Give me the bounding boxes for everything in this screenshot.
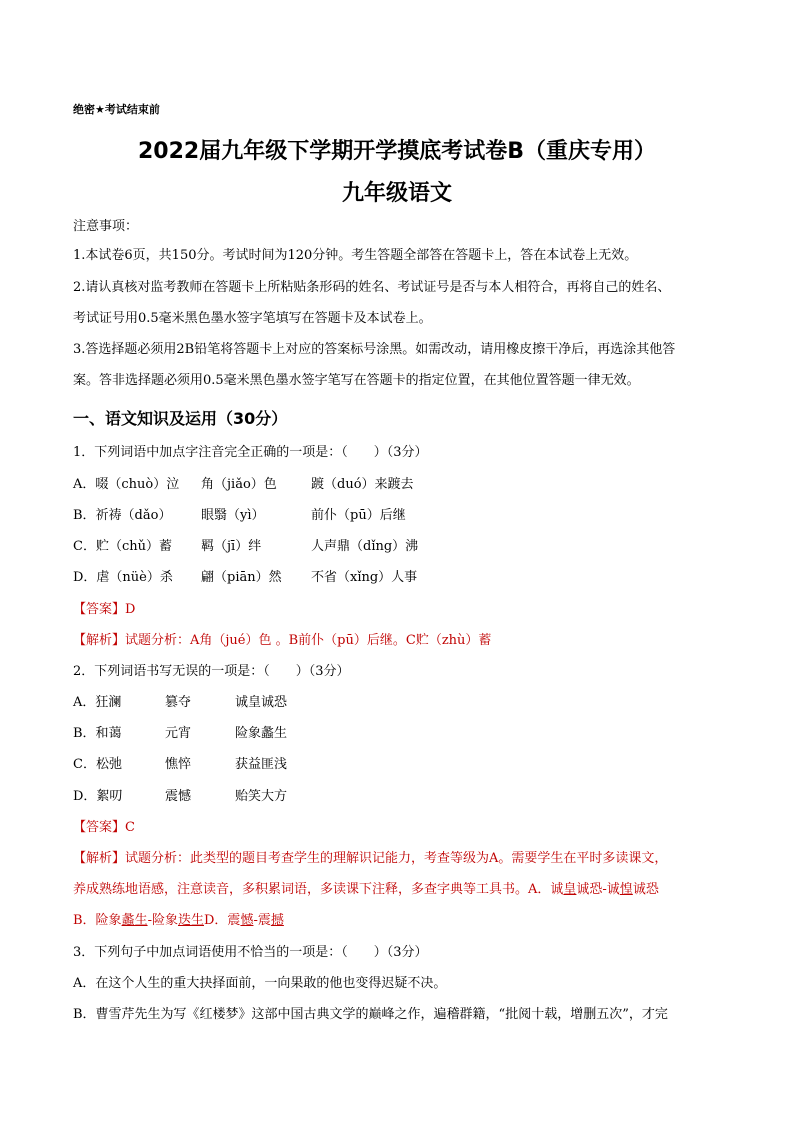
q1-a-2: 角（jiǎo）色 [201, 477, 277, 492]
exam-subtitle: 九年级语文 [341, 181, 452, 206]
note-2b: 考试证号用0.5毫米黑色墨水签字笔填写在答题卡及本试卷上。 [73, 311, 432, 326]
q1-answer-value: D [125, 602, 136, 617]
q2-c-3: 获益匪浅 [235, 757, 288, 772]
q2-option-a [73, 694, 287, 712]
q2-analysis-wrong-char-1: 皇 [563, 882, 577, 897]
q2-analysis-text3d: -震 [253, 913, 271, 928]
q2-b-2: 元宵 [165, 726, 192, 741]
q1-option-d [73, 569, 417, 587]
q2-option-c [73, 756, 287, 774]
note-2a: 2.请认真核对监考教师在答题卡上所粘贴条形码的姓名、考试证号是否与本人相符合，再将自己的姓名、 [73, 280, 671, 295]
q2-a-2: 篡夺 [165, 695, 192, 710]
section-1-heading: 一、语文知识及运用（30分） [73, 409, 288, 428]
q2-d-1: D．絮叨 [73, 789, 123, 804]
q2-a-1: A．狂澜 [73, 695, 122, 710]
q3-option-b: B．曹雪芹先生为写《红楼梦》这部中国古典文学的巅峰之作，遍稽群籍，“批阅十载，增删五次”，才完 [73, 1007, 668, 1022]
q2-analysis-right-char-1: 惶 [619, 882, 633, 897]
q2-stem: 2．下列词语书写无误的一项是：（ ）（3分） [73, 664, 350, 679]
secret-label: 绝密★考试结束前 [73, 103, 160, 116]
q2-analysis-text2a: 养成熟练地语感，注意读音，多积累词语，多读课下注释，多查字典等工具书。A．诚 [73, 882, 564, 897]
q2-analysis-text3c: D．震 [204, 913, 241, 928]
q1-answer-label: 【答案】 [73, 602, 126, 617]
q2-c-1: C．松弛 [73, 757, 122, 772]
note-3b: 案。答非选择题必须用0.5毫米黑色墨水签字笔写在答题卡的指定位置，在其他位置答题一律无效。 [73, 373, 640, 388]
q1-d-1: D．虐（nüè）杀 [73, 570, 173, 585]
q2-option-b [73, 725, 287, 743]
q1-a-1: A．啜（chuò）泣 [73, 477, 180, 492]
q1-option-b [73, 507, 406, 525]
notes-heading: 注意事项： [73, 219, 139, 234]
q2-d-3: 贻笑大方 [235, 789, 288, 804]
q1-a-3: 踱（duó）来踱去 [311, 477, 414, 492]
q2-option-d [73, 788, 287, 806]
q1-answer [73, 601, 135, 619]
q2-answer-value: C [125, 820, 135, 835]
q1-option-c [73, 538, 418, 556]
q1-c-3: 人声鼎（dǐng）沸 [311, 539, 419, 554]
q3-option-a: A．在这个人生的重大抉择面前，一向果敢的他也变得迟疑不决。 [73, 976, 447, 991]
q2-answer [73, 819, 135, 837]
q1-d-3: 不省（xǐng）人事 [311, 570, 418, 585]
q1-d-2: 翩（piān）然 [201, 570, 282, 585]
q1-analysis-label: 【解析】 [73, 633, 126, 648]
q1-stem: 1．下列词语中加点字注音完全正确的一项是：（ ）（3分） [73, 445, 428, 460]
exam-title: 2022届九年级下学期开学摸底考试卷B（重庆专用） [137, 139, 656, 164]
q1-b-3: 前仆（pū）后继 [311, 508, 406, 523]
q2-analysis-text3b: -险象 [147, 913, 178, 928]
q2-analysis-text2b: 诚恐-诚 [576, 882, 620, 897]
q1-c-1: C．贮（chǔ）蓄 [73, 539, 172, 554]
q2-b-1: B．和蔼 [73, 726, 122, 741]
q1-b-2: 眼翳（yì） [201, 508, 265, 523]
note-3a: 3.答选择题必须用2B铅笔将答题卡上对应的答案标号涂黑。如需改动，请用橡皮擦干净后，再选涂其他答 [73, 342, 676, 357]
q1-option-a [73, 476, 414, 494]
q2-analysis-label: 【解析】 [73, 851, 126, 866]
q2-analysis-wrong-chars-2: 蠡生 [121, 913, 148, 928]
q2-analysis-text2c: 诚恐 [632, 882, 659, 897]
q1-b-1: B．祈祷（dǎo） [73, 508, 172, 523]
q2-analysis-line3 [73, 912, 284, 930]
q2-analysis-text1: 试题分析：此类型的题目考查学生的理解识记能力，考查等级为A。需要学生在平时多读课文， [125, 851, 668, 866]
q2-analysis-line2 [73, 881, 659, 899]
q2-analysis-wrong-char-3: 憾 [240, 913, 254, 928]
q2-a-3: 诚皇诚恐 [235, 695, 288, 710]
q1-analysis [73, 632, 491, 650]
q1-c-2: 羁（jī）绊 [201, 539, 262, 554]
q2-analysis-right-char-3: 撼 [270, 913, 284, 928]
q2-analysis-line1 [73, 850, 667, 868]
q2-analysis-right-chars-2: 迭生 [177, 913, 204, 928]
q2-answer-label: 【答案】 [73, 820, 126, 835]
q2-b-3: 险象蠡生 [235, 726, 288, 741]
q2-d-2: 震憾 [165, 789, 192, 804]
q2-c-2: 憔悴 [165, 757, 192, 772]
q1-analysis-text: 试题分析：A角（jué）色 。B前仆（pū）后继。C贮（zhù）蓄 [125, 633, 492, 648]
q3-stem: 3．下列句子中加点词语使用不恰当的一项是：（ ）（3分） [73, 945, 428, 960]
q2-analysis-text3a: B．险象 [73, 913, 122, 928]
note-1: 1.本试卷6页，共150分。考试时间为120分钟。考生答题全部答在答题卡上，答在本试卷上无效。 [73, 248, 638, 263]
